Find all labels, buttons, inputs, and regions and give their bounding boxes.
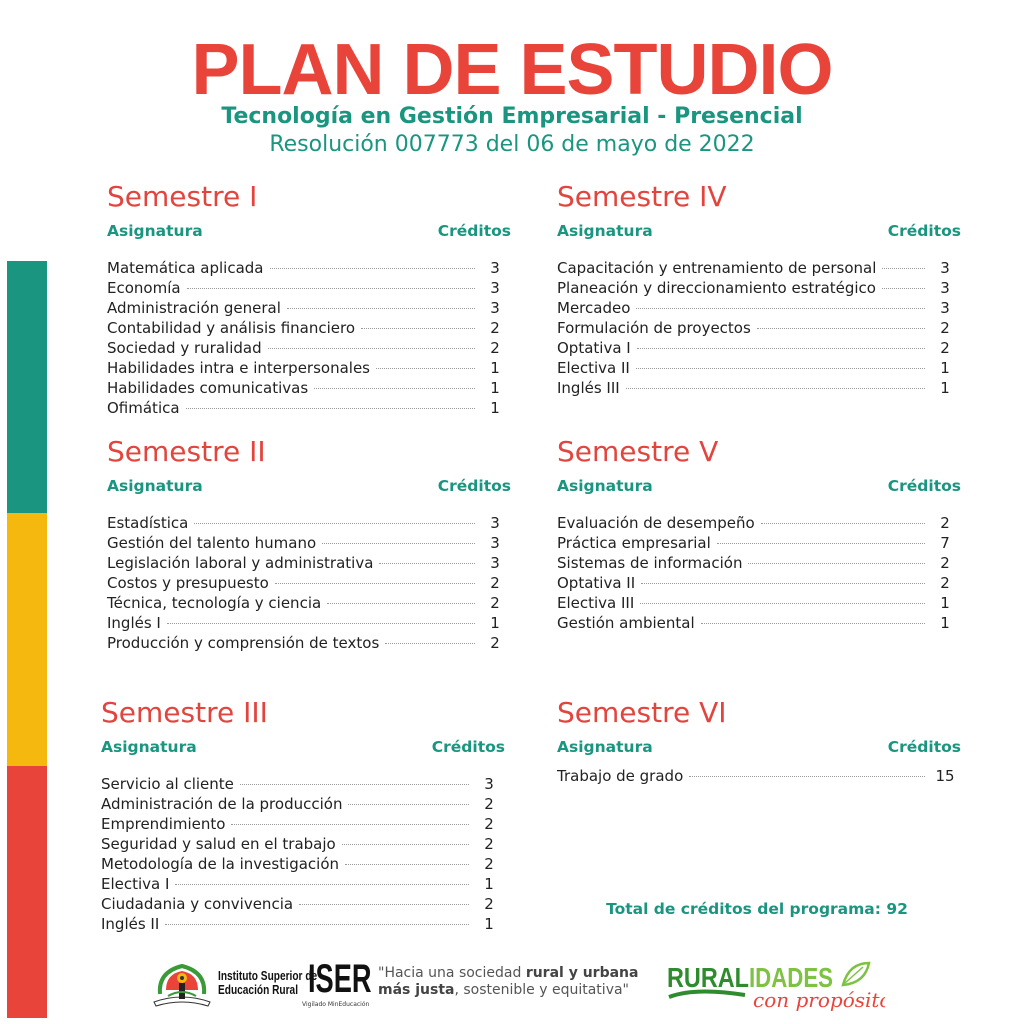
dot-leader [314, 388, 475, 389]
resolution-text: Resolución 007773 del 06 de mayo de 2022 [269, 132, 755, 157]
semester-2 [107, 435, 511, 653]
course-credits: 2 [940, 514, 950, 532]
course-name: Servicio al cliente [101, 775, 234, 793]
course-credits: 2 [484, 815, 494, 833]
course-name: Sistemas de información [557, 554, 743, 572]
semester-1 [107, 180, 511, 418]
course-name: Producción y comprensión de textos [107, 634, 380, 652]
credits-header: Créditos [437, 477, 511, 495]
course-name: Habilidades comunicativas [107, 379, 309, 397]
course-credits: 3 [490, 514, 500, 532]
course-row [101, 894, 501, 914]
course-credits: 2 [940, 339, 950, 357]
course-row [101, 854, 501, 874]
course-credits: 2 [940, 574, 950, 592]
dot-leader [636, 308, 925, 309]
course-row [107, 258, 507, 278]
dot-leader [194, 523, 475, 524]
course-credits: 2 [490, 319, 500, 337]
course-credits: 3 [940, 279, 950, 297]
course-row [557, 338, 957, 358]
svg-text:IDADES: IDADES [749, 962, 833, 993]
course-credits: 2 [484, 895, 494, 913]
course-row [101, 834, 501, 854]
dot-leader [240, 784, 469, 785]
course-row [557, 533, 957, 553]
iser-tagline: Vigilado MinEducación [302, 1001, 370, 1008]
semester-title: Semestre I [107, 180, 258, 213]
course-row [101, 774, 501, 794]
course-credits: 3 [940, 259, 950, 277]
course-name: Legislación laboral y administrativa [107, 554, 374, 572]
course-list [557, 766, 957, 786]
course-name: Costos y presupuesto [107, 574, 269, 592]
course-row [557, 573, 957, 593]
dot-leader [165, 924, 469, 925]
course-name: Economía [107, 279, 181, 297]
course-credits: 1 [490, 359, 500, 377]
course-row [557, 258, 957, 278]
course-row [557, 358, 957, 378]
iser-acronym: ISER [308, 957, 372, 1001]
dot-leader [882, 288, 925, 289]
course-credits: 1 [484, 915, 494, 933]
course-name: Metodología de la investigación [101, 855, 340, 873]
dot-leader [701, 623, 925, 624]
page-title: PLAN DE ESTUDIO [191, 30, 833, 110]
dot-leader [287, 308, 475, 309]
course-row [557, 553, 957, 573]
iser-emblem-icon [150, 958, 214, 1008]
dot-leader [626, 388, 925, 389]
course-row [107, 318, 507, 338]
column-headers [107, 475, 511, 497]
course-name: Contabilidad y análisis financiero [107, 319, 356, 337]
dot-leader [299, 904, 469, 905]
dot-leader [757, 328, 925, 329]
column-headers [101, 736, 505, 758]
course-name: Gestión del talento humano [107, 534, 317, 552]
color-bar-red [7, 766, 47, 1018]
subject-header: Asignatura [107, 222, 203, 240]
course-name: Electiva I [101, 875, 170, 893]
dot-leader [345, 864, 469, 865]
color-bar-teal [7, 261, 47, 513]
course-credits: 2 [484, 835, 494, 853]
course-credits: 1 [490, 379, 500, 397]
semester-title: Semestre VI [557, 696, 727, 729]
footer [150, 955, 890, 1015]
course-row [557, 378, 957, 398]
credits-header: Créditos [887, 738, 961, 756]
column-headers [107, 220, 511, 242]
course-credits: 1 [484, 875, 494, 893]
course-name: Gestión ambiental [557, 614, 695, 632]
course-row [107, 613, 507, 633]
course-credits: 2 [940, 554, 950, 572]
dot-leader [717, 543, 925, 544]
course-row [557, 298, 957, 318]
course-credits: 2 [484, 795, 494, 813]
course-credits: 2 [490, 339, 500, 357]
course-name: Matemática aplicada [107, 259, 264, 277]
dot-leader [348, 804, 469, 805]
course-name: Inglés III [557, 379, 620, 397]
credits-header: Créditos [437, 222, 511, 240]
semester-5 [557, 435, 961, 633]
course-name: Administración general [107, 299, 281, 317]
course-row [107, 298, 507, 318]
program-subtitle: Tecnología en Gestión Empresarial - Presencial [221, 104, 803, 129]
course-list [107, 513, 507, 653]
dot-leader [379, 563, 475, 564]
course-name: Trabajo de grado [557, 767, 684, 785]
course-credits: 3 [940, 299, 950, 317]
column-headers [557, 736, 961, 758]
dot-leader [636, 368, 925, 369]
subject-header: Asignatura [107, 477, 203, 495]
course-credits: 2 [490, 634, 500, 652]
course-name: Administración de la producción [101, 795, 343, 813]
subject-header: Asignatura [557, 477, 653, 495]
course-name: Inglés I [107, 614, 161, 632]
course-row [107, 278, 507, 298]
semester-title: Semestre IV [557, 180, 727, 213]
dot-leader [641, 583, 925, 584]
course-credits: 3 [484, 775, 494, 793]
course-row [101, 874, 501, 894]
course-row [107, 358, 507, 378]
course-name: Capacitación y entrenamiento de personal [557, 259, 877, 277]
course-row [557, 766, 957, 786]
course-list [557, 258, 957, 398]
semester-4 [557, 180, 961, 398]
semester-title: Semestre II [107, 435, 266, 468]
course-credits: 3 [490, 554, 500, 572]
course-credits: 2 [484, 855, 494, 873]
dot-leader [322, 543, 475, 544]
course-row [557, 593, 957, 613]
dot-leader [689, 776, 925, 777]
course-credits: 1 [940, 359, 950, 377]
course-row [557, 318, 957, 338]
course-credits: 2 [490, 574, 500, 592]
course-credits: 7 [940, 534, 950, 552]
semester-3 [101, 696, 505, 934]
dot-leader [882, 268, 925, 269]
dot-leader [640, 603, 925, 604]
course-row [107, 513, 507, 533]
dot-leader [361, 328, 475, 329]
course-row [101, 794, 501, 814]
dot-leader [275, 583, 475, 584]
dot-leader [748, 563, 925, 564]
course-list [107, 258, 507, 418]
dot-leader [175, 884, 469, 885]
dot-leader [231, 824, 469, 825]
svg-text:RURAL: RURAL [667, 962, 749, 993]
course-credits: 15 [935, 767, 955, 785]
course-credits: 1 [940, 379, 950, 397]
dot-leader [268, 348, 475, 349]
course-name: Ciudadania y convivencia [101, 895, 294, 913]
credits-header: Créditos [887, 222, 961, 240]
dot-leader [186, 408, 475, 409]
motto: "Hacia una sociedad rural y urbana más justa, sostenible y equitativa" [378, 965, 639, 998]
course-credits: 3 [490, 259, 500, 277]
dot-leader [376, 368, 475, 369]
color-bar-yellow [7, 513, 47, 766]
course-credits: 3 [490, 299, 500, 317]
ruralidades-leaf-icon [665, 957, 885, 1013]
course-name: Formulación de proyectos [557, 319, 751, 337]
semester-title: Semestre V [557, 435, 719, 468]
ruralidades-logo [665, 957, 885, 1013]
course-credits: 3 [490, 534, 500, 552]
course-row [107, 593, 507, 613]
course-credits: 3 [490, 279, 500, 297]
course-row [107, 398, 507, 418]
course-name: Sociedad y ruralidad [107, 339, 262, 357]
dot-leader [270, 268, 475, 269]
semester-title: Semestre III [101, 696, 268, 729]
dot-leader [327, 603, 475, 604]
course-row [557, 513, 957, 533]
svg-text:con propósito: con propósito [753, 988, 885, 1012]
course-list [101, 774, 501, 934]
course-row [107, 573, 507, 593]
iser-name: Instituto Superior de Educación Rural [218, 968, 318, 997]
course-name: Mercadeo [557, 299, 631, 317]
course-name: Estadística [107, 514, 189, 532]
credits-header: Créditos [887, 477, 961, 495]
course-row [107, 338, 507, 358]
course-name: Seguridad y salud en el trabajo [101, 835, 336, 853]
course-name: Técnica, tecnología y ciencia [107, 594, 322, 612]
course-row [101, 814, 501, 834]
dot-leader [385, 643, 475, 644]
course-name: Práctica empresarial [557, 534, 711, 552]
course-name: Optativa II [557, 574, 636, 592]
course-name: Emprendimiento [101, 815, 226, 833]
dot-leader [637, 348, 925, 349]
course-credits: 1 [490, 399, 500, 417]
course-name: Optativa I [557, 339, 631, 357]
course-row [107, 633, 507, 653]
course-credits: 2 [940, 319, 950, 337]
dot-leader [761, 523, 925, 524]
course-name: Inglés II [101, 915, 160, 933]
semester-6 [557, 696, 961, 786]
course-name: Evaluación de desempeño [557, 514, 755, 532]
course-name: Planeación y direccionamiento estratégico [557, 279, 876, 297]
course-credits: 1 [940, 594, 950, 612]
subject-header: Asignatura [557, 738, 653, 756]
course-row [107, 378, 507, 398]
column-headers [557, 475, 961, 497]
course-credits: 1 [490, 614, 500, 632]
course-row [107, 533, 507, 553]
subject-header: Asignatura [101, 738, 197, 756]
course-row [557, 278, 957, 298]
total-credits: Total de créditos del programa: 92 [606, 900, 908, 918]
course-credits: 2 [490, 594, 500, 612]
course-list [557, 513, 957, 633]
column-headers [557, 220, 961, 242]
course-name: Ofimática [107, 399, 180, 417]
dot-leader [342, 844, 469, 845]
course-name: Habilidades intra e interpersonales [107, 359, 370, 377]
course-row [557, 613, 957, 633]
course-name: Electiva II [557, 359, 630, 377]
dot-leader [167, 623, 475, 624]
subject-header: Asignatura [557, 222, 653, 240]
course-name: Electiva III [557, 594, 635, 612]
course-row [101, 914, 501, 934]
dot-leader [187, 288, 475, 289]
credits-header: Créditos [431, 738, 505, 756]
course-row [107, 553, 507, 573]
course-credits: 1 [940, 614, 950, 632]
